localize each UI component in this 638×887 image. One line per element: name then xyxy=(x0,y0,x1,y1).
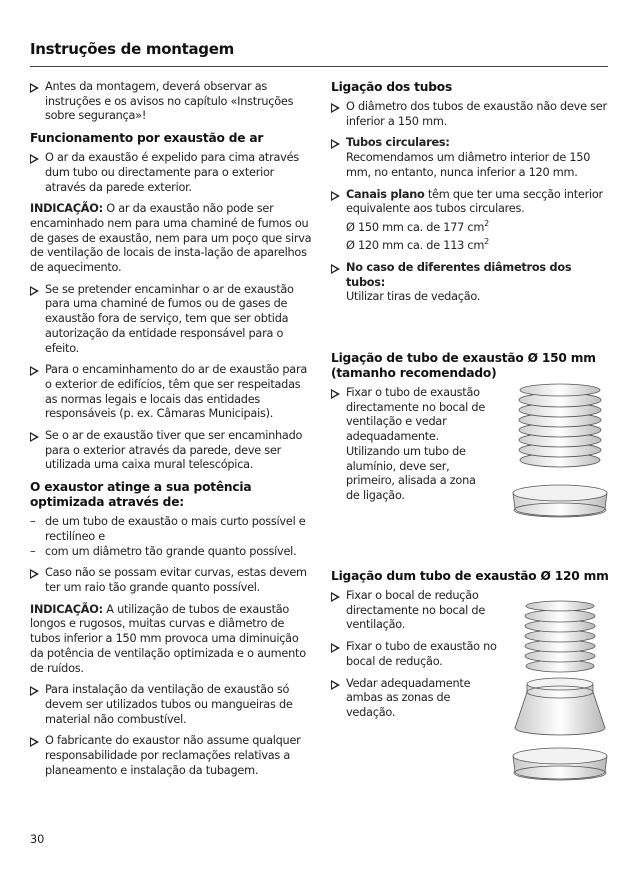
list-item: – com um diâmetro tão grande quanto possível. xyxy=(30,545,313,560)
arrow-icon xyxy=(331,680,340,690)
arrow-icon xyxy=(30,432,39,442)
arrow-icon xyxy=(331,103,340,113)
title-divider xyxy=(30,66,608,67)
arrow-icon xyxy=(30,83,39,93)
note-paragraph: INDICAÇÃO: A utilização de tubos de exaustão longos e rugosos, muitas curvas e diâmetro de tubos inferior a 150 mm provoca uma diminuição da potência de ventilação optimizada e o aumento de ruídos. xyxy=(30,602,306,675)
paragraph: Se se pretender encaminhar o ar de exaustão para uma chaminé de fumos ou de gases de exaustão fora de serviço, tem que ser obtida autorização da entidade responsável para o efeito. xyxy=(30,283,313,357)
page-number: 30 xyxy=(30,833,45,846)
right-column xyxy=(331,80,611,312)
paragraph: O ar da exaustão é expelido para cima através dum tubo ou directamente para o exterior através da parede exterior. xyxy=(30,151,313,195)
paragraph: Fixar o bocal de redução directamente no bocal de ventilação. xyxy=(331,589,501,633)
arrow-icon xyxy=(30,737,39,747)
paragraph: Fixar o tubo de exaustão no bocal de redução. xyxy=(331,640,501,669)
section-heading-performance: O exaustor atinge a sua potência optimizada através de: xyxy=(30,480,252,510)
performance-list xyxy=(30,515,313,559)
paragraph: Canais plano têm que ter uma secção interior equivalente aos tubos circulares. Ø 150 mm ca. de 177 $cm^2$ Ø 120 mm ca. de 113 $cm^2$ xyxy=(331,188,611,254)
arrow-icon xyxy=(331,389,340,399)
arrow-icon xyxy=(30,366,39,376)
paragraph: Tubos circulares: Recomendamos um diâmetro interior de 150 mm, no entanto, nunca inferior a 120 mm. xyxy=(331,136,611,180)
paragraph: O diâmetro dos tubos de exaustão não deve ser inferior a 150 mm. xyxy=(331,100,611,129)
duct-150-illustration xyxy=(505,372,615,522)
arrow-icon xyxy=(30,686,39,696)
page-title: Instruções de montagem xyxy=(30,40,234,58)
note-paragraph: INDICAÇÃO: O ar da exaustão não pode ser encaminhado nem para uma chaminé de fumos ou de gases de exaustão, nem para um poço que sirva de ventilação de locais de insta-lação de aparelhos de aquecimento. xyxy=(30,202,312,275)
duct-120-illustration xyxy=(505,588,615,798)
paragraph: Vedar adequadamente ambas as zonas de vedação. xyxy=(331,677,501,721)
arrow-icon xyxy=(331,592,340,602)
arrow-icon xyxy=(331,264,340,274)
section-heading-150mm: Ligação de tubo de exaustão Ø 150 mm (tamanho recomendado) xyxy=(331,351,596,380)
paragraph: O fabricante do exaustor não assume qualquer responsabilidade por reclamações relativas a planeamento e instalação da tubagem. xyxy=(30,734,313,778)
section-heading-pipes: Ligação dos tubos xyxy=(331,80,453,94)
section-heading-120mm: Ligação dum tubo de exaustão Ø 120 mm xyxy=(331,569,609,583)
arrow-icon xyxy=(331,643,340,653)
paragraph: Se o ar de exaustão tiver que ser encaminhado para o exterior através da parede, deve ser utilizada uma caixa mural telescópica. xyxy=(30,429,313,473)
paragraph: Caso não se possam evitar curvas, estas devem ter um raio tão grande quanto possível. xyxy=(30,566,313,595)
arrow-icon xyxy=(30,569,39,579)
paragraph: Fixar o tubo de exaustão directamente no bocal de ventilação e vedar adequadamente. Utilizando um tubo de alumínio, deve ser, primeiro, alisada a zona de ligação. xyxy=(331,386,491,504)
note-label: INDICAÇÃO: xyxy=(30,602,103,616)
paragraph: No caso de diferentes diâmetros dos tubos: Utilizar tiras de vedação. xyxy=(331,261,611,305)
left-column xyxy=(30,80,313,785)
list-item: – de um tubo de exaustão o mais curto possível e rectilíneo e xyxy=(30,515,313,544)
paragraph: Para o encaminhamento do ar de exaustão para o exterior de edifícios, têm que ser respeitadas as normas legais e locais das entidades responsáveis (p. ex. Câmaras Municipais). xyxy=(30,363,313,422)
section-heading-exhaust: Funcionamento por exaustão de ar xyxy=(30,131,264,146)
arrow-icon xyxy=(30,154,39,164)
intro-paragraph: Antes da montagem, deverá observar as instruções e os avisos no capítulo «Instruções sobre segurança»! xyxy=(30,80,313,124)
arrow-icon xyxy=(30,286,39,296)
note-label: INDICAÇÃO: xyxy=(30,202,103,216)
arrow-icon xyxy=(331,139,340,149)
arrow-icon xyxy=(331,191,340,201)
paragraph: Para instalação da ventilação de exaustão só devem ser utilizados tubos ou mangueiras de material não combustível. xyxy=(30,683,313,727)
